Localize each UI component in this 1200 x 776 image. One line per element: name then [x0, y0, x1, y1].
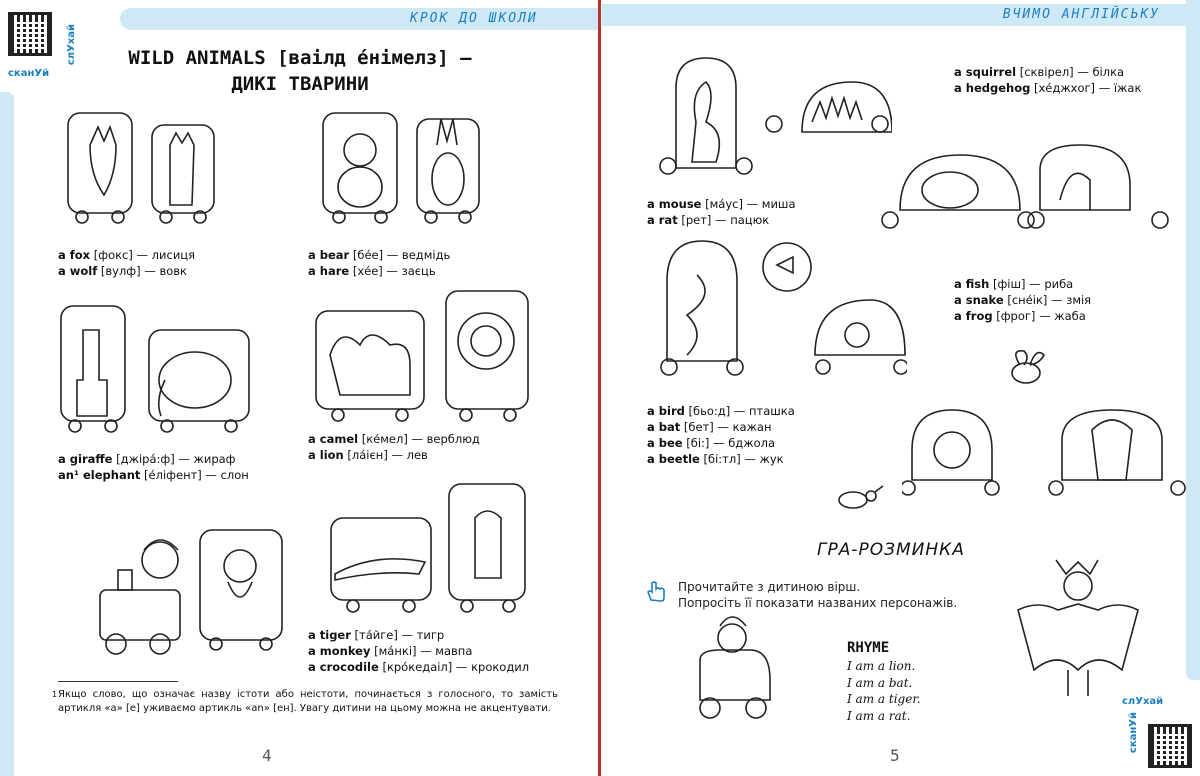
vocab-row: a monkey [ма́нкі] — мавпа [308, 644, 473, 658]
title-line-english: WILD ANIMALS [ваілд е́німелз] — [128, 47, 472, 69]
instruction-line: Попросіть її показати названих персонажів. [678, 596, 958, 610]
bee-illustration [1002, 345, 1052, 390]
vocab-row: a snake [сне́ік] — змія [954, 293, 1092, 307]
train-boy-monkey-illustration [60, 520, 290, 660]
vocab-mouse-rat [647, 196, 796, 228]
vocab-row: a squirrel [сквірел] — білка [954, 65, 1125, 79]
mouse-rat-wagons-illustration [880, 140, 1180, 240]
vocab-row: a hedgehog [хе́джхог] — їжак [954, 81, 1142, 95]
vocab-row: a bee [бі:] — бджола [647, 436, 776, 450]
footnote-mark: 1 [52, 690, 58, 699]
right-header-tag: ВЧИМО АНГЛІЙСЬКУ [1002, 7, 1160, 22]
rhyme-title: RHYME [847, 640, 890, 656]
vocab-row: a hare [хе́е] — заєць [308, 264, 436, 278]
right-page [602, 0, 1200, 776]
rhyme-line: I am a rat. [847, 708, 911, 723]
scan-label: сканУй [1128, 712, 1139, 754]
instruction-line: Прочитайте з дитиною вірш. [678, 580, 861, 594]
rhyme-text [847, 658, 921, 724]
right-header-banner [602, 4, 1200, 26]
girl-bat-costume-illustration [1012, 550, 1142, 700]
crocodile-tiger-wagons-illustration [325, 478, 530, 618]
rhyme-line: I am a bat. [847, 675, 913, 690]
fish-snake-frog-illustration [657, 235, 907, 380]
vocab-bear-hare [308, 247, 450, 279]
vocab-row: a fish [фіш] — риба [954, 277, 1074, 291]
rhyme-line: I am a lion. [847, 659, 916, 673]
game-title: ГРА-РОЗМИНКА [817, 540, 965, 560]
vocab-row: a crocodile [кро́кедаіл] — крокодил [308, 660, 530, 674]
footnote [52, 688, 558, 716]
page-number-left: 4 [262, 746, 272, 765]
vocab-row: a bat [бет] — кажан [647, 420, 772, 434]
title-line-ukrainian: ДИКІ ТВАРИНИ [231, 73, 369, 95]
footnote-rule [58, 681, 178, 682]
game-instructions [678, 579, 957, 611]
listen-label: слУхай [1122, 696, 1164, 707]
vocab-row: a tiger [та́йге] — тигр [308, 628, 445, 642]
listen-label: слУхай [66, 24, 77, 66]
vocab-row: a rat [рет] — пацюк [647, 213, 770, 227]
vocab-row: a fox [фокс] — лисиця [58, 248, 196, 262]
giraffe-elephant-wagons-illustration [55, 300, 255, 435]
fox-wolf-wagons-illustration [60, 105, 220, 230]
vocab-giraffe-elephant [58, 451, 249, 483]
vocab-row: a lion [ла́ієн] — лев [308, 448, 428, 462]
camel-lion-wagons-illustration [310, 285, 535, 425]
rhyme-line: I am a tiger. [847, 692, 921, 706]
vocab-row: a bear [бе́е] — ведмідь [308, 248, 451, 262]
beetle-illustration [827, 484, 887, 510]
page-number-right: 5 [890, 746, 900, 765]
left-header-tag: КРОК ДО ШКОЛИ [410, 11, 538, 26]
vocab-row: a mouse [ма́ус] — миша [647, 197, 796, 211]
bird-bat-wagons-illustration [902, 400, 1192, 505]
qr-code-icon[interactable] [8, 12, 52, 56]
qr-code-icon[interactable] [1148, 724, 1192, 768]
right-sidebar-stripe [1186, 0, 1200, 680]
vocab-row: a beetle [бі:тл] — жук [647, 452, 784, 466]
footnote-text: Якщо слово, що означає назву істоти або неістоти, починається з голосного, то замість артикля «a» [е] уживаємо артикль «an» [ен]. Увагу дитини на цьому можна не акцентувати. [58, 689, 558, 714]
girl-car-illustration [690, 610, 780, 725]
spine-divider [598, 0, 601, 776]
page-title [120, 45, 480, 97]
vocab-tiger-monkey-crocodile [308, 627, 529, 675]
squirrel-hedgehog-wagons-illustration [652, 52, 892, 182]
left-header-banner [120, 8, 598, 30]
vocab-row: an¹ elephant [е́ліфент] — слон [58, 468, 249, 482]
hand-icon [646, 578, 668, 602]
vocab-camel-lion [308, 431, 480, 463]
bear-hare-wagons-illustration [315, 105, 485, 230]
left-page [0, 0, 598, 776]
vocab-row: a wolf [вулф] — вовк [58, 264, 187, 278]
vocab-bird-bat-bee-beetle [647, 403, 795, 467]
vocab-row: a bird [бьо:д] — пташка [647, 404, 795, 418]
vocab-squirrel-hedgehog [954, 64, 1141, 96]
vocab-fish-snake-frog [954, 276, 1091, 324]
vocab-fox-wolf [58, 247, 195, 279]
vocab-row: a camel [ке́мел] — верблюд [308, 432, 480, 446]
left-sidebar-stripe [0, 92, 14, 776]
scan-label: сканУй [8, 68, 50, 79]
vocab-row: a frog [фрог] — жаба [954, 309, 1086, 323]
vocab-row: a giraffe [джіра́:ф] — жираф [58, 452, 236, 466]
